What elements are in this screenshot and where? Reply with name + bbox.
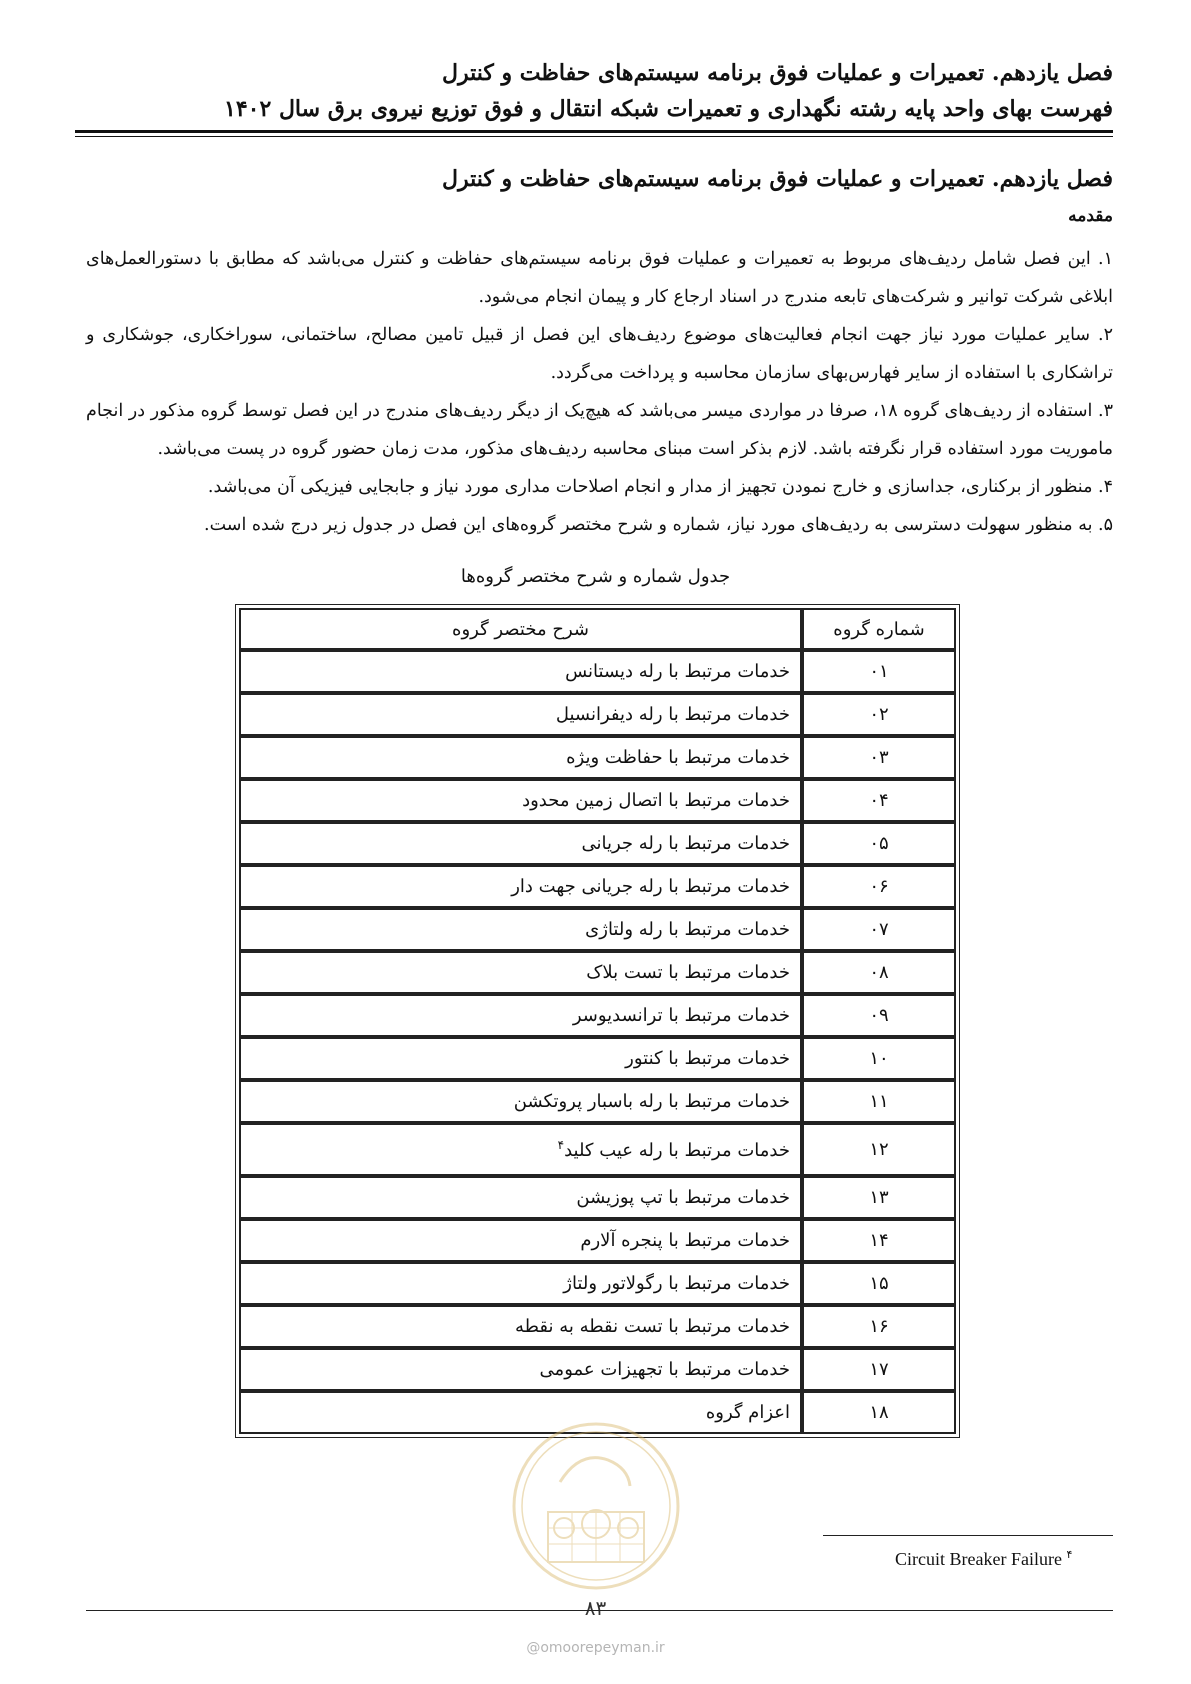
header-group-description: شرح مختصر گروه xyxy=(239,608,802,650)
group-description: خدمات مرتبط با ترانسدیوسر xyxy=(239,994,802,1037)
group-description: خدمات مرتبط با رله عیب کلید xyxy=(564,1140,790,1161)
header-rule-thick xyxy=(75,130,1113,133)
group-description: خدمات مرتبط با پنجره آلارم xyxy=(239,1219,802,1262)
group-description-cell xyxy=(239,1123,802,1176)
paragraph-4: ۴. منظور از برکناری، جداسازی و خارج نمودن تجهیز از مدار و انجام اصلاحات مداری مورد نیاز و جابجایی فیزیکی آن می‌باشد. xyxy=(207,477,1113,497)
footnote xyxy=(895,1548,1072,1570)
group-number: ۰۳ xyxy=(802,736,956,779)
group-number: ۰۴ xyxy=(802,779,956,822)
group-description: اعزام گروه xyxy=(239,1391,802,1434)
table-caption: جدول شماره و شرح مختصر گروه‌ها xyxy=(460,566,731,587)
running-header-chapter: فصل یازدهم. تعمیرات و عملیات فوق برنامه سیستم‌های حفاظت و کنترل xyxy=(441,60,1113,86)
group-number: ۱۰ xyxy=(802,1037,956,1080)
table-row xyxy=(239,1176,956,1219)
page-number: ۸۳ xyxy=(584,1596,607,1620)
group-description: خدمات مرتبط با رله دیستانس xyxy=(239,650,802,693)
group-description: خدمات مرتبط با رله باسبار پروتکشن xyxy=(239,1080,802,1123)
group-number: ۱۳ xyxy=(802,1176,956,1219)
group-number: ۱۵ xyxy=(802,1262,956,1305)
table-header-row xyxy=(239,608,956,650)
header-rule-thin xyxy=(75,136,1113,137)
group-number: ۱۶ xyxy=(802,1305,956,1348)
watermark-seal-icon xyxy=(510,1420,682,1592)
group-number: ۰۶ xyxy=(802,865,956,908)
table-row xyxy=(239,994,956,1037)
group-number: ۰۵ xyxy=(802,822,956,865)
table-row xyxy=(239,1037,956,1080)
table-row xyxy=(239,736,956,779)
group-number: ۰۸ xyxy=(802,951,956,994)
group-description: خدمات مرتبط با رله ولتاژی xyxy=(239,908,802,951)
table-row xyxy=(239,908,956,951)
group-number: ۰۹ xyxy=(802,994,956,1037)
group-description: خدمات مرتبط با رگولاتور ولتاژ xyxy=(239,1262,802,1305)
footer-rule xyxy=(86,1610,1113,1611)
group-description: خدمات مرتبط با رله جریانی جهت دار xyxy=(239,865,802,908)
group-description: خدمات مرتبط با تست بلاک xyxy=(239,951,802,994)
group-description: خدمات مرتبط با رله جریانی xyxy=(239,822,802,865)
header-group-number: شماره گروه xyxy=(802,608,956,650)
group-description: خدمات مرتبط با حفاظت ویژه xyxy=(239,736,802,779)
group-number: ۱۸ xyxy=(802,1391,956,1434)
table-row xyxy=(239,1348,956,1391)
groups-table xyxy=(239,608,956,1434)
table-row xyxy=(239,693,956,736)
table-row xyxy=(239,1123,956,1176)
group-description: خدمات مرتبط با اتصال زمین محدود xyxy=(239,779,802,822)
paragraph-2: ۲. سایر عملیات مورد نیاز جهت انجام فعالیت‌های موضوع ردیف‌های این فصل از قبیل تامین مصالح، ساختمانی، سوراخکاری، جوشکاری و تراشکاری با استفاده از سایر فهارس‌بهای سازمان محاسبه و پرداخت می‌گردد. xyxy=(86,325,1113,383)
table-row xyxy=(239,1262,956,1305)
intro-paragraphs xyxy=(86,240,1113,544)
watermark-url: @omoorepeyman.ir xyxy=(526,1640,665,1656)
paragraph-5: ۵. به منظور سهولت دسترسی به ردیف‌های مورد نیاز، شماره و شرح مختصر گروه‌های این فصل در جدول زیر درج شده است. xyxy=(204,515,1113,535)
group-number: ۱۱ xyxy=(802,1080,956,1123)
intro-heading: مقدمه xyxy=(1068,206,1113,226)
table-row xyxy=(239,822,956,865)
table-row xyxy=(239,1305,956,1348)
group-number: ۰۱ xyxy=(802,650,956,693)
table-row xyxy=(239,865,956,908)
table-row xyxy=(239,650,956,693)
footnote-reference[interactable]: ۴ xyxy=(557,1138,565,1152)
group-number: ۱۴ xyxy=(802,1219,956,1262)
chapter-title: فصل یازدهم. تعمیرات و عملیات فوق برنامه سیستم‌های حفاظت و کنترل xyxy=(441,166,1113,192)
footnote-separator xyxy=(823,1535,1113,1536)
table-row xyxy=(239,779,956,822)
footnote-mark: ۴ xyxy=(1066,1549,1073,1561)
table-row xyxy=(239,951,956,994)
group-description: خدمات مرتبط با کنتور xyxy=(239,1037,802,1080)
group-description: خدمات مرتبط با تجهیزات عمومی xyxy=(239,1348,802,1391)
group-number: ۰۷ xyxy=(802,908,956,951)
table-row xyxy=(239,1219,956,1262)
running-header-book-title: فهرست بهای واحد پایه رشته نگهداری و تعمیرات شبکه انتقال و فوق توزیع نیروی برق سال ۱۴۰۲ xyxy=(224,96,1113,122)
group-description: خدمات مرتبط با رله دیفرانسیل xyxy=(239,693,802,736)
group-description: خدمات مرتبط با تپ پوزیشن xyxy=(239,1176,802,1219)
footnote-text: Circuit Breaker Failure xyxy=(895,1549,1062,1569)
group-number: ۰۲ xyxy=(802,693,956,736)
group-number: ۱۲ xyxy=(802,1123,956,1176)
paragraph-1: ۱. این فصل شامل ردیف‌های مربوط به تعمیرات و عملیات فوق برنامه سیستم‌های حفاظت و کنترل می‌باشد که مطابق با دستورالعمل‌های ابلاغی شرکت توانیر و شرکت‌های تابعه مندرج در اسناد ارجاع کار و پیمان انجام می‌شود. xyxy=(86,249,1114,307)
group-number: ۱۷ xyxy=(802,1348,956,1391)
group-description: خدمات مرتبط با تست نقطه به نقطه xyxy=(239,1305,802,1348)
groups-table-frame xyxy=(235,604,960,1438)
table-row xyxy=(239,1080,956,1123)
paragraph-3: ۳. استفاده از ردیف‌های گروه ۱۸، صرفا در مواردی میسر می‌باشد که هیچ‌یک از دیگر ردیف‌های مندرج در این فصل توسط گروه مذکور در انجام ماموریت مورد استفاده قرار نگرفته باشد. لازم بذکر است مبنای محاسبه ردیف‌های مذکور، مدت زمان حضور گروه در پست می‌باشد. xyxy=(86,401,1113,459)
